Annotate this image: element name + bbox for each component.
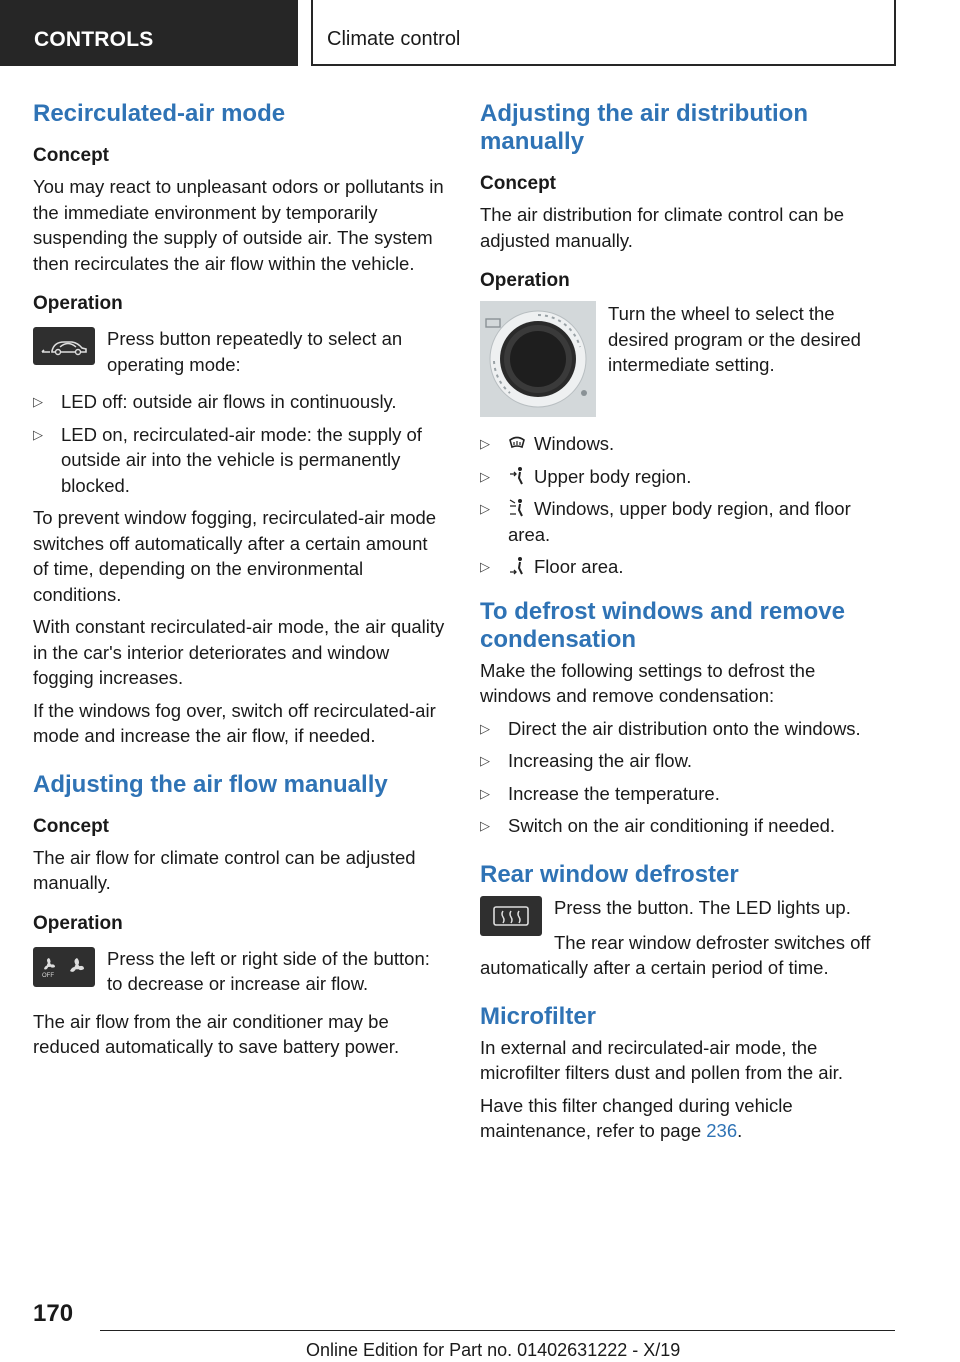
recirc-button-image	[33, 327, 95, 365]
distribution-operation-text: Turn the wheel to select the desired program or the desired intermediate setting.	[608, 303, 861, 375]
section-tab: CONTROLS	[0, 0, 298, 66]
list-item: ▷ LED on, recirculated-air mode: the supply of outside air into the vehicle is permanently blocked.	[33, 423, 422, 496]
defrost-intro: Make the following settings to defrost the windows and remove condensation:	[480, 659, 816, 706]
left-column	[33, 100, 448, 1067]
airflow-operation-heading: Operation	[33, 912, 123, 934]
rear-defroster-title: Rear window defroster	[480, 860, 739, 888]
distribution-concept-text: The air distribution for climate control can be adjusted manually.	[480, 204, 845, 251]
airflow-button-row	[33, 946, 448, 997]
airflow-concept-text: The air flow for climate control can be adjusted manually.	[33, 846, 416, 893]
footer-divider	[100, 1330, 895, 1331]
bullet-icon: ▷	[480, 785, 490, 801]
distribution-dial-row	[480, 301, 890, 417]
distribution-operation-heading: Operation	[480, 270, 570, 291]
distribution-title: Adjusting the air distribution manually	[480, 100, 808, 155]
all-zones-airflow-icon	[508, 498, 526, 518]
fan-off-icon	[36, 952, 92, 982]
recirc-mode-list	[33, 389, 448, 498]
bullet-icon: ▷	[480, 720, 490, 736]
distribution-program-list	[480, 431, 890, 580]
recirculation-car-icon	[38, 334, 90, 358]
rear-defroster-text-1: Press the button. The LED lights up.	[554, 896, 851, 918]
bullet-icon: ▷	[33, 426, 43, 442]
upper-body-airflow-icon	[508, 466, 526, 486]
recirc-operation-heading: Operation	[33, 293, 123, 314]
windshield-icon	[508, 433, 526, 453]
list-item: ▷ Increase the temperature.	[480, 781, 890, 807]
edition-note: Online Edition for Part no. 01402631222 - X/19	[306, 1340, 681, 1360]
defrost-title: To defrost windows and remove condensation	[480, 597, 845, 653]
bullet-icon: ▷	[480, 501, 490, 516]
air-distribution-dial-icon	[480, 301, 596, 417]
airflow-button-image	[33, 947, 95, 987]
recirc-operation-text: Press button repeatedly to select an operating mode:	[107, 328, 403, 375]
page-footer	[0, 1290, 960, 1362]
bullet-icon: ▷	[480, 559, 490, 574]
recirc-para-3: If the windows fog over, switch off recirculated-air mode and increase the air flow, if needed.	[33, 699, 436, 746]
page-number: 170	[33, 1300, 74, 1327]
right-column	[480, 100, 890, 1151]
bullet-icon: ▷	[480, 436, 490, 451]
recirc-concept-text: You may react to unpleasant odors or pollutants in the immediate environment by temporarily suspending the supply of outside air. The system then recirculates the air flow within the vehicle.	[33, 176, 444, 274]
recirc-para-2: With constant recirculated-air mode, the air quality in the car's interior deteriorates and window fogging increases.	[33, 616, 445, 688]
svg-text:OFF: OFF	[42, 972, 54, 979]
list-item: ▷ Windows.	[480, 431, 890, 457]
bullet-icon: ▷	[480, 818, 490, 833]
microfilter-text-1: In external and recirculated-air mode, the microfilter filters dust and pollen from the air.	[480, 1036, 843, 1083]
distribution-dial-image	[480, 301, 596, 417]
rear-defroster-icon	[488, 902, 534, 930]
microfilter-title: Microfilter	[480, 1002, 597, 1030]
airflow-para-1: The air flow from the air conditioner may be reduced automatically to save battery power.	[33, 1010, 400, 1057]
recirc-title: Recirculated-air mode	[33, 100, 286, 127]
bullet-icon: ▷	[480, 468, 490, 484]
list-item: ▷ Switch on the air conditioning if needed.	[480, 813, 890, 839]
rear-defroster-button-image	[480, 896, 542, 936]
floor-airflow-icon	[508, 556, 526, 576]
distribution-concept-heading: Concept	[480, 173, 556, 194]
list-item: ▷ Direct the air distribution onto the windows.	[480, 716, 890, 742]
recirc-concept-heading: Concept	[33, 145, 109, 166]
airflow-title: Adjusting the air flow manually	[33, 770, 388, 798]
airflow-operation-text: Press the left or right side of the button: to decrease or increase air flow.	[107, 947, 430, 994]
rear-defroster-text-2: The rear window defroster switches off automatically after a certain period of time.	[480, 931, 871, 978]
recirc-para-1: To prevent window fogging, recirculated-air mode switches off automatically after a certain amount of time, depending on the environmental conditions.	[33, 507, 437, 605]
page-header	[0, 0, 960, 66]
microfilter-text-2: Have this filter changed during vehicle maintenance, refer to page 236.	[480, 1094, 793, 1141]
page-reference-link[interactable]: 236	[706, 1120, 738, 1141]
recirc-button-row	[33, 326, 448, 377]
bullet-icon: ▷	[33, 394, 43, 409]
list-item: ▷ Floor area.	[480, 554, 890, 580]
defrost-settings-list	[480, 716, 890, 839]
list-item: ▷ Windows, upper body region, and floor area.	[480, 498, 851, 545]
list-item: ▷ LED off: outside air flows in continuously.	[33, 389, 448, 415]
airflow-concept-heading: Concept	[33, 815, 109, 837]
bullet-icon: ▷	[480, 753, 490, 768]
chapter-title: Climate control	[311, 0, 896, 66]
list-item: ▷ Increasing the air flow.	[480, 748, 890, 774]
list-item: ▷ Upper body region.	[480, 464, 890, 490]
